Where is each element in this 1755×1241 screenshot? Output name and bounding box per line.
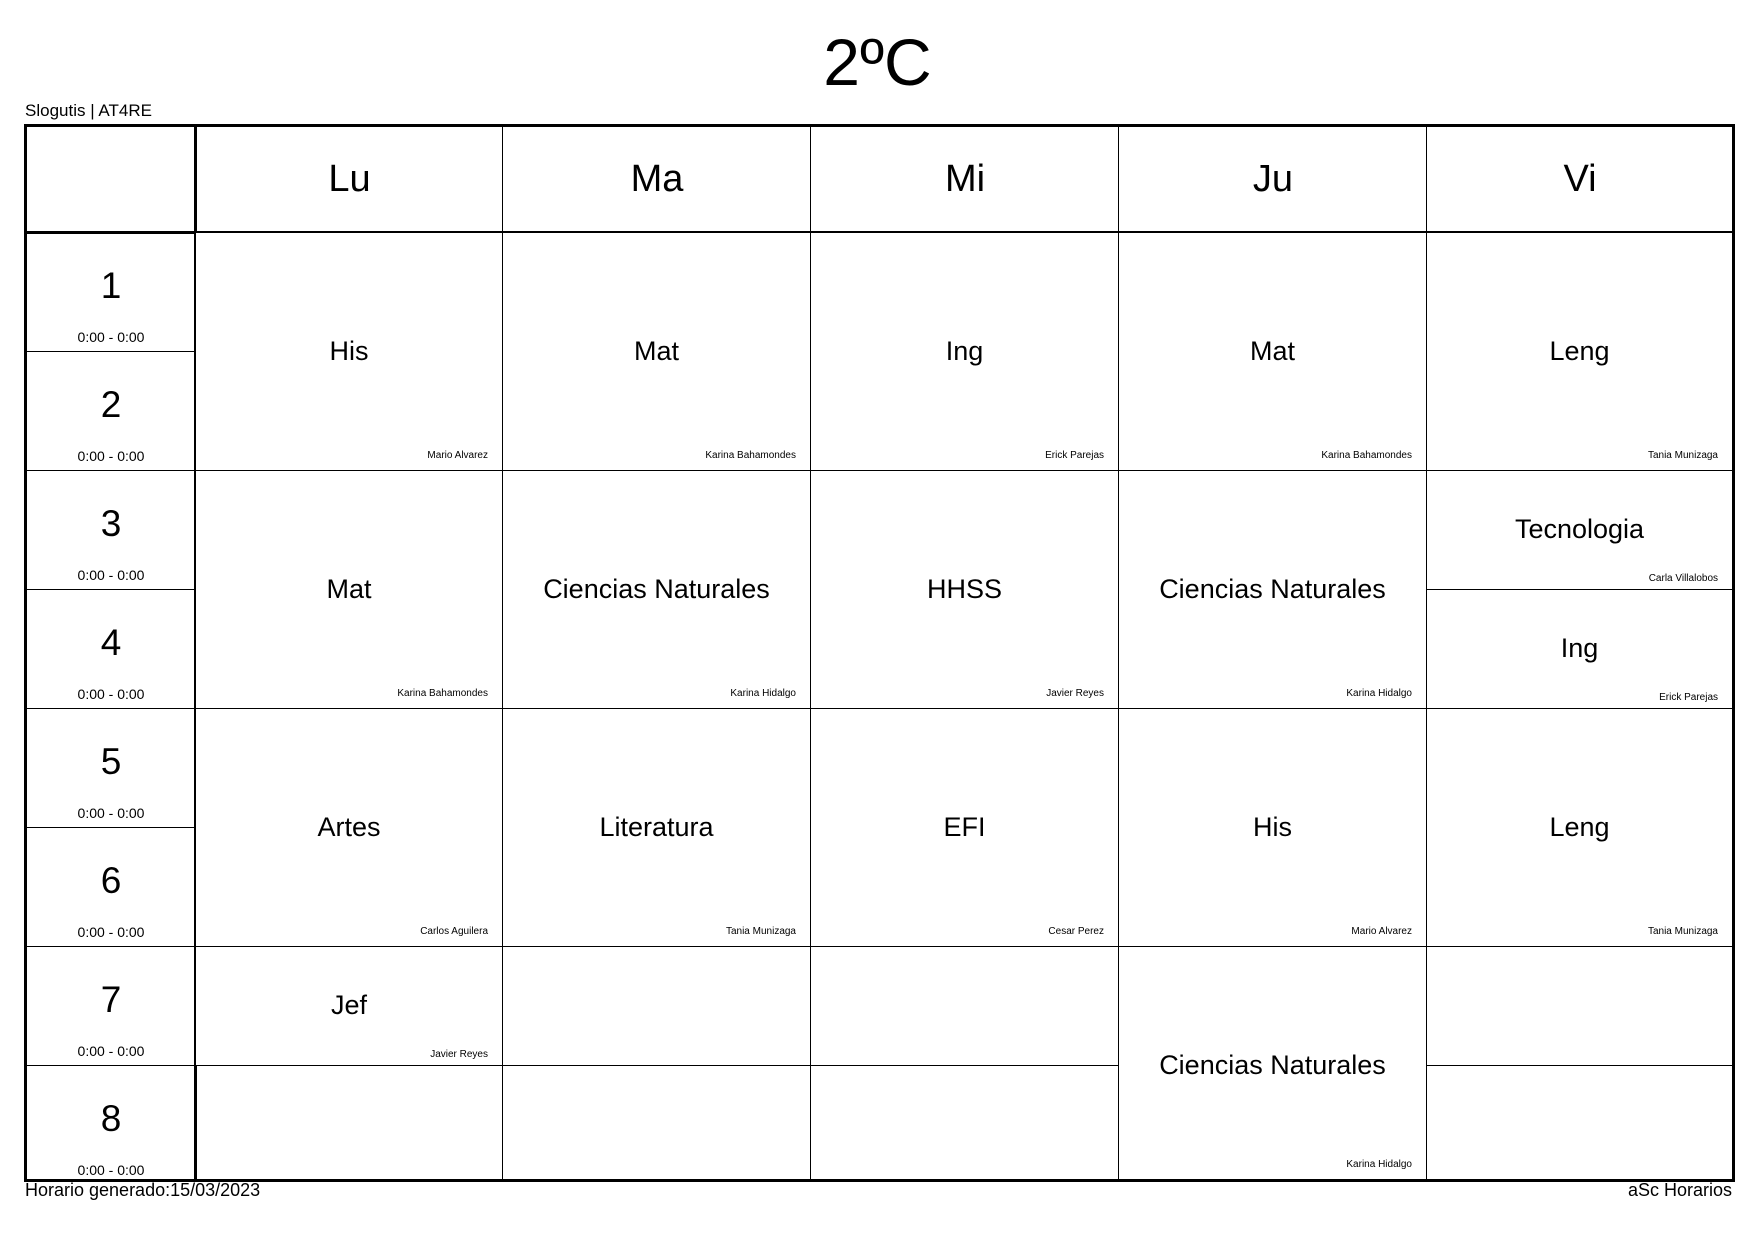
lesson-teacher: Javier Reyes — [1046, 688, 1104, 699]
lesson-cell[interactable] — [196, 709, 502, 946]
lesson-teacher: Karina Bahamondes — [397, 688, 488, 699]
lesson-cell[interactable] — [196, 233, 502, 470]
lesson-cell[interactable] — [196, 947, 502, 1065]
day-header-ma: Ma — [630, 158, 684, 200]
day-header-vi: Vi — [1563, 158, 1597, 200]
lesson-cell[interactable] — [1427, 233, 1732, 470]
period-4 — [27, 589, 195, 708]
lesson-teacher: Karina Hidalgo — [1346, 1159, 1412, 1170]
cell-divider — [195, 1065, 1118, 1066]
lesson-subject: Leng — [1549, 336, 1610, 366]
lesson-teacher: Karina Bahamondes — [1321, 450, 1412, 461]
day-header-ju: Ju — [1252, 158, 1294, 200]
lesson-teacher: Karina Hidalgo — [1346, 688, 1412, 699]
period-3 — [27, 470, 195, 589]
lesson-teacher: Tania Munizaga — [1647, 450, 1718, 461]
lesson-subject: Literatura — [599, 812, 714, 842]
period-time: 0:00 - 0:00 — [77, 1043, 145, 1059]
period-number: 8 — [100, 1098, 122, 1139]
period-2 — [27, 351, 195, 470]
period-number: 3 — [100, 503, 122, 544]
lesson-teacher: Carlos Aguilera — [420, 926, 488, 937]
lesson-subject: EFI — [943, 812, 986, 842]
lesson-teacher: Karina Hidalgo — [730, 688, 796, 699]
lesson-cell[interactable] — [1427, 709, 1732, 946]
software-credit: aSc Horarios — [1627, 1180, 1732, 1200]
period-number: 5 — [100, 741, 122, 782]
lesson-subject: Artes — [317, 812, 381, 842]
lesson-subject: Tecnologia — [1514, 514, 1645, 544]
lesson-teacher: Mario Alvarez — [427, 450, 488, 461]
lesson-subject: Ciencias Naturales — [1159, 1050, 1386, 1080]
lesson-cell[interactable] — [1427, 471, 1732, 589]
lesson-teacher: Erick Parejas — [1045, 450, 1104, 461]
lesson-teacher: Javier Reyes — [430, 1049, 488, 1060]
period-8 — [27, 1065, 195, 1184]
lesson-subject: Mat — [633, 336, 679, 366]
day-header-mi: Mi — [944, 158, 986, 200]
lesson-teacher: Cesar Perez — [1048, 926, 1104, 937]
lesson-subject: Ing — [945, 336, 984, 366]
lesson-subject: Jef — [330, 990, 368, 1020]
timetable-grid — [24, 124, 1735, 1182]
lesson-cell[interactable] — [811, 233, 1118, 470]
period-number: 2 — [100, 384, 122, 425]
lesson-cell[interactable] — [811, 709, 1118, 946]
lesson-cell[interactable] — [503, 233, 810, 470]
period-time: 0:00 - 0:00 — [77, 448, 145, 464]
period-number: 6 — [100, 860, 122, 901]
lesson-subject: His — [1253, 812, 1292, 842]
lesson-subject: Ciencias Naturales — [1159, 574, 1386, 604]
lesson-subject: Ciencias Naturales — [543, 574, 770, 604]
timetable-title: 2ºC — [823, 25, 932, 99]
period-time: 0:00 - 0:00 — [77, 329, 145, 345]
lesson-teacher: Tania Munizaga — [1647, 926, 1718, 937]
lesson-subject: Ing — [1560, 633, 1599, 663]
lesson-teacher: Erick Parejas — [1659, 692, 1718, 703]
lesson-cell[interactable] — [811, 471, 1118, 708]
period-time: 0:00 - 0:00 — [77, 924, 145, 940]
lesson-cell[interactable] — [1119, 471, 1426, 708]
cell-divider — [1426, 1065, 1732, 1066]
lesson-subject: Leng — [1549, 812, 1610, 842]
lesson-teacher: Karina Bahamondes — [705, 450, 796, 461]
period-number: 1 — [100, 265, 122, 306]
school-name: Slogutis | AT4RE — [25, 101, 152, 120]
period-time: 0:00 - 0:00 — [77, 805, 145, 821]
lesson-subject: His — [329, 336, 369, 366]
lesson-teacher: Mario Alvarez — [1351, 926, 1412, 937]
generated-date: Horario generado:15/03/2023 — [25, 1180, 261, 1200]
period-number: 4 — [100, 622, 122, 663]
lesson-cell[interactable] — [196, 471, 502, 708]
lesson-subject: Mat — [326, 574, 372, 604]
lesson-cell[interactable] — [1119, 709, 1426, 946]
lesson-cell[interactable] — [1119, 947, 1426, 1179]
lesson-cell[interactable] — [503, 709, 810, 946]
period-6 — [27, 827, 195, 946]
period-5 — [27, 708, 195, 827]
period-time: 0:00 - 0:00 — [77, 567, 145, 583]
lesson-subject: HHSS — [926, 574, 1002, 604]
day-header-lu: Lu — [328, 158, 371, 200]
lesson-cell[interactable] — [1119, 233, 1426, 470]
lesson-cell[interactable] — [503, 471, 810, 708]
lesson-teacher: Carla Villalobos — [1648, 573, 1718, 584]
period-number: 7 — [100, 979, 122, 1020]
period-time: 0:00 - 0:00 — [77, 1162, 145, 1178]
lesson-subject: Mat — [1249, 336, 1295, 366]
period-time: 0:00 - 0:00 — [77, 686, 145, 702]
lesson-cell[interactable] — [1427, 590, 1732, 708]
period-7 — [27, 946, 195, 1065]
lesson-teacher: Tania Munizaga — [725, 926, 796, 937]
period-1 — [27, 232, 195, 351]
